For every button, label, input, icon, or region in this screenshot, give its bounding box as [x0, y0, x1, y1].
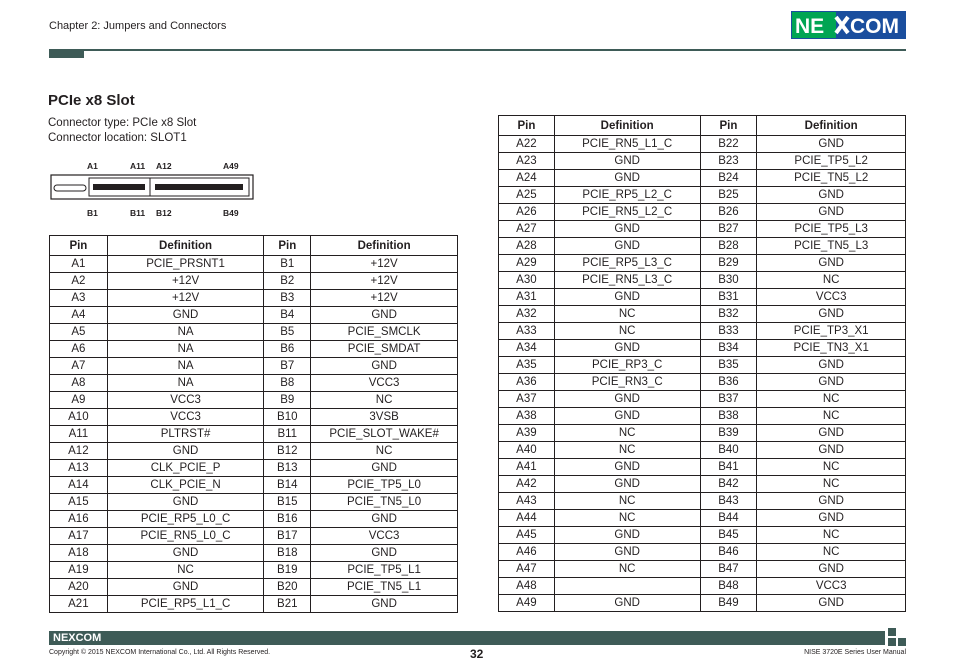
pin-cell: B49 — [700, 595, 757, 612]
table-row — [499, 544, 906, 561]
definition-cell: PCIE_RN3_C — [554, 374, 700, 391]
definition-cell: PCIE_TP5_L2 — [757, 153, 906, 170]
table-row — [50, 477, 458, 494]
definition-cell: GND — [757, 442, 906, 459]
pin-label-b12: B12 — [156, 208, 172, 218]
definition-cell: GND — [554, 238, 700, 255]
table-row — [499, 221, 906, 238]
table-row — [499, 408, 906, 425]
definition-cell: GND — [757, 255, 906, 272]
pin-cell: A13 — [50, 460, 108, 477]
pin-cell: A35 — [499, 357, 555, 374]
table-row — [50, 494, 458, 511]
table-row — [499, 561, 906, 578]
table-row — [499, 340, 906, 357]
pin-cell: B12 — [264, 443, 311, 460]
table-row — [499, 170, 906, 187]
copyright-text: Copyright © 2015 NEXCOM International Co., Ltd. All Rights Reserved. — [49, 649, 271, 656]
definition-cell: VCC3 — [311, 375, 458, 392]
table-row — [50, 341, 458, 358]
definition-cell: GND — [554, 153, 700, 170]
table-row — [499, 272, 906, 289]
definition-cell: NA — [107, 375, 264, 392]
pin-cell: A33 — [499, 323, 555, 340]
table-row — [50, 409, 458, 426]
pin-cell: A23 — [499, 153, 555, 170]
definition-cell: NC — [757, 408, 906, 425]
pin-cell: B4 — [264, 307, 311, 324]
definition-cell: GND — [554, 544, 700, 561]
pin-cell: A31 — [499, 289, 555, 306]
pin-cell: A44 — [499, 510, 555, 527]
pin-label-b1: B1 — [87, 208, 98, 218]
table-row — [50, 375, 458, 392]
pcie-slot-graphic — [49, 173, 255, 205]
definition-cell: PLTRST# — [107, 426, 264, 443]
definition-cell: GND — [554, 221, 700, 238]
definition-cell: PCIE_SLOT_WAKE# — [311, 426, 458, 443]
pin-cell: A45 — [499, 527, 555, 544]
table-row — [50, 392, 458, 409]
pin-cell: A18 — [50, 545, 108, 562]
definition-cell: NC — [757, 476, 906, 493]
table-row — [499, 442, 906, 459]
definition-cell: CLK_PCIE_P — [107, 460, 264, 477]
col-header-pin: Pin — [264, 236, 311, 256]
pin-cell: B20 — [264, 579, 311, 596]
definition-cell: NC — [311, 392, 458, 409]
pin-cell: B3 — [264, 290, 311, 307]
definition-cell: +12V — [107, 290, 264, 307]
definition-cell: PCIE_TN3_X1 — [757, 340, 906, 357]
table-row — [499, 510, 906, 527]
pin-cell: A1 — [50, 256, 108, 273]
table-row — [499, 136, 906, 153]
pin-cell: B26 — [700, 204, 757, 221]
definition-cell: NA — [107, 358, 264, 375]
table-row — [50, 562, 458, 579]
pin-cell: B31 — [700, 289, 757, 306]
definition-cell: PCIE_TN5_L3 — [757, 238, 906, 255]
definition-cell: NC — [554, 561, 700, 578]
table-row — [499, 391, 906, 408]
nexcom-logo — [791, 11, 906, 39]
definition-cell: GND — [311, 545, 458, 562]
pin-cell: B38 — [700, 408, 757, 425]
definition-cell: PCIE_RP5_L1_C — [107, 596, 264, 613]
definition-cell: PCIE_RP3_C — [554, 357, 700, 374]
definition-cell: NC — [757, 459, 906, 476]
definition-cell: VCC3 — [757, 289, 906, 306]
pin-cell: A32 — [499, 306, 555, 323]
definition-cell: PCIE_RN5_L3_C — [554, 272, 700, 289]
definition-cell: GND — [107, 307, 264, 324]
pin-cell: A11 — [50, 426, 108, 443]
definition-cell: NC — [757, 527, 906, 544]
definition-cell: GND — [311, 596, 458, 613]
definition-cell: GND — [554, 289, 700, 306]
pin-cell: B41 — [700, 459, 757, 476]
definition-cell: GND — [757, 595, 906, 612]
pin-cell: B44 — [700, 510, 757, 527]
definition-cell: PCIE_SMCLK — [311, 324, 458, 341]
definition-cell: GND — [107, 443, 264, 460]
definition-cell: CLK_PCIE_N — [107, 477, 264, 494]
connector-type: Connector type: PCIe x8 Slot — [48, 117, 197, 129]
definition-cell: NC — [757, 272, 906, 289]
definition-cell: GND — [757, 493, 906, 510]
pin-cell: B8 — [264, 375, 311, 392]
definition-cell: NC — [311, 443, 458, 460]
table-row — [50, 511, 458, 528]
definition-cell: GND — [757, 561, 906, 578]
table-row — [499, 476, 906, 493]
definition-cell: NC — [554, 510, 700, 527]
definition-cell: GND — [311, 358, 458, 375]
pin-cell: A26 — [499, 204, 555, 221]
header-divider — [84, 49, 906, 51]
pin-cell: A36 — [499, 374, 555, 391]
definition-cell: PCIE_TN5_L1 — [311, 579, 458, 596]
definition-cell: 3VSB — [311, 409, 458, 426]
pin-cell: B36 — [700, 374, 757, 391]
pin-cell: A47 — [499, 561, 555, 578]
pin-cell: B13 — [264, 460, 311, 477]
pin-cell: B11 — [264, 426, 311, 443]
table-row — [499, 204, 906, 221]
footer-logo: NEXCOM — [53, 632, 102, 644]
definition-cell: GND — [107, 494, 264, 511]
pin-cell: A38 — [499, 408, 555, 425]
pin-cell: A43 — [499, 493, 555, 510]
svg-text:NE: NE — [795, 15, 825, 38]
pin-cell: A39 — [499, 425, 555, 442]
pin-cell: B34 — [700, 340, 757, 357]
pin-cell: A41 — [499, 459, 555, 476]
pin-cell: B22 — [700, 136, 757, 153]
definition-cell: PCIE_TP5_L0 — [311, 477, 458, 494]
definition-cell: NC — [757, 544, 906, 561]
pin-cell: B35 — [700, 357, 757, 374]
definition-cell: NA — [107, 324, 264, 341]
definition-cell: PCIE_RN5_L0_C — [107, 528, 264, 545]
definition-cell: GND — [107, 545, 264, 562]
connector-diagram — [49, 160, 259, 220]
table-row — [50, 307, 458, 324]
pin-cell: A30 — [499, 272, 555, 289]
pin-cell: B10 — [264, 409, 311, 426]
definition-cell: GND — [757, 136, 906, 153]
col-header-pin: Pin — [700, 116, 757, 136]
definition-cell: PCIE_TP3_X1 — [757, 323, 906, 340]
svg-text:COM: COM — [850, 15, 899, 38]
pin-cell: A29 — [499, 255, 555, 272]
pin-cell: A37 — [499, 391, 555, 408]
definition-cell: GND — [311, 511, 458, 528]
pin-cell: A19 — [50, 562, 108, 579]
definition-cell: VCC3 — [107, 409, 264, 426]
definition-cell: PCIE_RP5_L2_C — [554, 187, 700, 204]
pin-table-left — [49, 235, 458, 613]
col-header-definition: Definition — [554, 116, 700, 136]
definition-cell: GND — [554, 340, 700, 357]
pin-label-b11: B11 — [130, 208, 146, 218]
pin-label-b49: B49 — [223, 208, 239, 218]
definition-cell: NC — [554, 323, 700, 340]
header-accent-block — [49, 49, 84, 58]
pin-cell: A15 — [50, 494, 108, 511]
pin-cell: A3 — [50, 290, 108, 307]
definition-cell: VCC3 — [311, 528, 458, 545]
pin-cell: B39 — [700, 425, 757, 442]
table-row — [499, 425, 906, 442]
table-row — [50, 443, 458, 460]
pin-cell: B5 — [264, 324, 311, 341]
definition-cell: GND — [757, 204, 906, 221]
pin-cell: A20 — [50, 579, 108, 596]
pin-cell: B23 — [700, 153, 757, 170]
pin-cell: B18 — [264, 545, 311, 562]
pin-cell: B27 — [700, 221, 757, 238]
pin-cell: A48 — [499, 578, 555, 595]
definition-cell: NC — [554, 493, 700, 510]
definition-cell: PCIE_PRSNT1 — [107, 256, 264, 273]
definition-cell: PCIE_TP5_L1 — [311, 562, 458, 579]
pin-cell: A6 — [50, 341, 108, 358]
table-row — [50, 528, 458, 545]
pin-cell: A27 — [499, 221, 555, 238]
pin-cell: B14 — [264, 477, 311, 494]
pin-cell: B46 — [700, 544, 757, 561]
table-row — [50, 545, 458, 562]
table-row — [50, 426, 458, 443]
pin-label-a49: A49 — [223, 161, 239, 171]
definition-cell: GND — [311, 460, 458, 477]
table-row — [50, 596, 458, 613]
definition-cell: GND — [757, 187, 906, 204]
pin-cell: A24 — [499, 170, 555, 187]
footer-squares-icon — [888, 628, 906, 646]
table-row — [499, 323, 906, 340]
pin-label-a12: A12 — [156, 161, 172, 171]
definition-cell: PCIE_RP5_L0_C — [107, 511, 264, 528]
table-row — [50, 273, 458, 290]
pin-cell: B42 — [700, 476, 757, 493]
pin-cell: B40 — [700, 442, 757, 459]
pin-cell: A25 — [499, 187, 555, 204]
table-row — [499, 153, 906, 170]
pin-cell: B37 — [700, 391, 757, 408]
pin-cell: A12 — [50, 443, 108, 460]
definition-cell: GND — [757, 306, 906, 323]
definition-cell: PCIE_TP5_L3 — [757, 221, 906, 238]
definition-cell: GND — [757, 357, 906, 374]
pin-cell: B24 — [700, 170, 757, 187]
definition-cell: VCC3 — [107, 392, 264, 409]
pin-cell: B17 — [264, 528, 311, 545]
table-row — [499, 255, 906, 272]
manual-name: NISE 3720E Series User Manual — [804, 649, 906, 656]
pin-cell: B29 — [700, 255, 757, 272]
pin-table-right — [498, 115, 906, 612]
pin-cell: A42 — [499, 476, 555, 493]
pin-cell: A34 — [499, 340, 555, 357]
table-row — [50, 324, 458, 341]
table-row — [499, 187, 906, 204]
table-row — [499, 527, 906, 544]
table-row — [50, 460, 458, 477]
definition-cell: PCIE_RP5_L3_C — [554, 255, 700, 272]
pin-cell: B48 — [700, 578, 757, 595]
pin-cell: B7 — [264, 358, 311, 375]
definition-cell: NC — [107, 562, 264, 579]
pin-cell: B25 — [700, 187, 757, 204]
definition-cell: PCIE_TN5_L2 — [757, 170, 906, 187]
definition-cell: PCIE_SMDAT — [311, 341, 458, 358]
table-row — [499, 306, 906, 323]
pin-cell: B16 — [264, 511, 311, 528]
definition-cell: PCIE_TN5_L0 — [311, 494, 458, 511]
connector-location: Connector location: SLOT1 — [48, 132, 187, 144]
table-row — [499, 238, 906, 255]
definition-cell: GND — [554, 170, 700, 187]
definition-cell: GND — [107, 579, 264, 596]
definition-cell: GND — [554, 595, 700, 612]
pin-cell: B43 — [700, 493, 757, 510]
col-header-definition: Definition — [107, 236, 264, 256]
definition-cell: +12V — [311, 273, 458, 290]
pin-cell: A22 — [499, 136, 555, 153]
table-row — [499, 374, 906, 391]
pin-cell: B15 — [264, 494, 311, 511]
table-row — [499, 595, 906, 612]
pin-cell: A10 — [50, 409, 108, 426]
definition-cell: GND — [554, 476, 700, 493]
definition-cell: GND — [554, 527, 700, 544]
pin-cell: A7 — [50, 358, 108, 375]
table-row — [50, 256, 458, 273]
definition-cell: NC — [554, 306, 700, 323]
pin-cell: B1 — [264, 256, 311, 273]
table-row — [499, 357, 906, 374]
pin-label-a1: A1 — [87, 161, 98, 171]
pin-cell: A8 — [50, 375, 108, 392]
pin-cell: B2 — [264, 273, 311, 290]
definition-cell: +12V — [107, 273, 264, 290]
definition-cell: NC — [554, 442, 700, 459]
footer-bar — [49, 631, 885, 645]
definition-cell: GND — [554, 408, 700, 425]
pin-cell: B19 — [264, 562, 311, 579]
table-row — [50, 579, 458, 596]
definition-cell: NA — [107, 341, 264, 358]
table-row — [499, 493, 906, 510]
definition-cell: GND — [757, 425, 906, 442]
definition-cell: VCC3 — [757, 578, 906, 595]
col-header-definition: Definition — [311, 236, 458, 256]
definition-cell: GND — [757, 510, 906, 527]
definition-cell: GND — [554, 391, 700, 408]
table-row — [50, 358, 458, 375]
table-row — [50, 290, 458, 307]
table-row — [499, 578, 906, 595]
pin-cell: B28 — [700, 238, 757, 255]
pin-cell: A46 — [499, 544, 555, 561]
pin-cell: B45 — [700, 527, 757, 544]
definition-cell — [554, 578, 700, 595]
pin-cell: B21 — [264, 596, 311, 613]
col-header-definition: Definition — [757, 116, 906, 136]
pin-cell: A16 — [50, 511, 108, 528]
pin-cell: B33 — [700, 323, 757, 340]
pin-cell: A2 — [50, 273, 108, 290]
pin-cell: A21 — [50, 596, 108, 613]
pin-cell: A9 — [50, 392, 108, 409]
pin-cell: A40 — [499, 442, 555, 459]
definition-cell: +12V — [311, 256, 458, 273]
pin-cell: A17 — [50, 528, 108, 545]
pin-label-a11: A11 — [130, 161, 146, 171]
col-header-pin: Pin — [50, 236, 108, 256]
pin-cell: B6 — [264, 341, 311, 358]
chapter-header: Chapter 2: Jumpers and Connectors — [49, 20, 227, 32]
definition-cell: GND — [311, 307, 458, 324]
pin-cell: B30 — [700, 272, 757, 289]
pin-cell: B9 — [264, 392, 311, 409]
pin-cell: A4 — [50, 307, 108, 324]
definition-cell: GND — [554, 459, 700, 476]
table-row — [499, 289, 906, 306]
definition-cell: NC — [757, 391, 906, 408]
pin-cell: A14 — [50, 477, 108, 494]
definition-cell: GND — [757, 374, 906, 391]
col-header-pin: Pin — [499, 116, 555, 136]
definition-cell: +12V — [311, 290, 458, 307]
definition-cell: PCIE_RN5_L1_C — [554, 136, 700, 153]
pin-cell: A28 — [499, 238, 555, 255]
pin-cell: B47 — [700, 561, 757, 578]
page-number: 32 — [470, 647, 484, 661]
definition-cell: NC — [554, 425, 700, 442]
pin-cell: A49 — [499, 595, 555, 612]
section-title: PCIe x8 Slot — [48, 92, 135, 109]
table-row — [499, 459, 906, 476]
pin-cell: B32 — [700, 306, 757, 323]
definition-cell: PCIE_RN5_L2_C — [554, 204, 700, 221]
pin-cell: A5 — [50, 324, 108, 341]
